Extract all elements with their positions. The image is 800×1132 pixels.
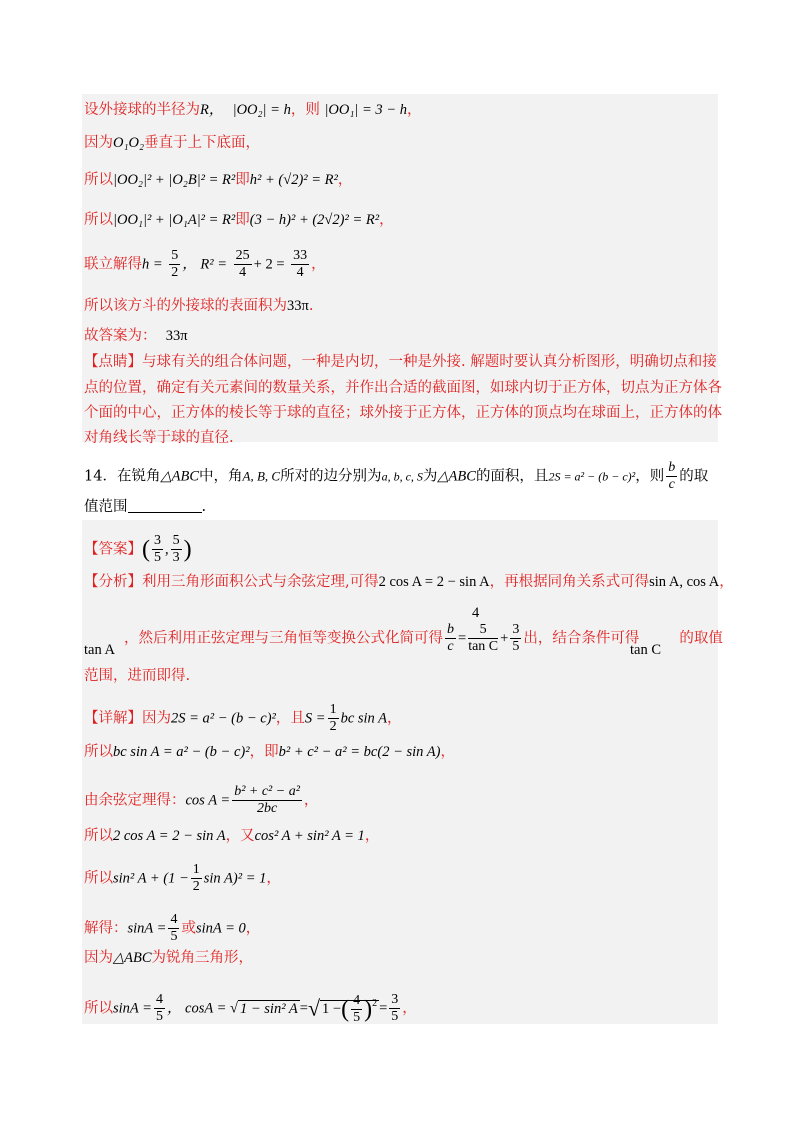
line-equation-2: 所以|OO₁|² + |O₁A|² = R²即(3 − h)² + (2√2)² = R²， — [84, 212, 394, 228]
line-perpendicular: 因为O₁O₂垂直于上下底面， — [84, 135, 261, 151]
detail-line-8: 所以sinA = $\frac{4}{5}$ ， cosA = √ 1 − sin² A =√ 1 −( $\frac{4}{5}$ )$^2$ = $\frac{3}{5}$ ， — [84, 992, 417, 1025]
fraction: $\frac{4}{5}$ — [155, 992, 163, 1024]
fraction: $\frac{5}{2}$ — [171, 248, 179, 280]
fraction: $\frac{b}{c}$ — [447, 622, 454, 654]
analysis-top-4: 4 — [472, 605, 480, 621]
fraction: $\frac{1}{2}$ — [329, 702, 337, 734]
analysis-line-3: 范围，进而即得. — [84, 668, 191, 684]
fraction: $\frac{\text{b² + c² − a²}}{2bc}$ — [234, 784, 300, 816]
line-final-answer: 故答案为： 33π — [84, 328, 188, 344]
fraction: $\frac{25}{4}$ — [235, 248, 250, 280]
fraction: $\frac{3}{5}$ — [512, 622, 520, 654]
detail-line-6: 解得：sinA = $\frac{4}{5}$ 或sinA = 0， — [84, 912, 261, 944]
answer-blank — [128, 498, 202, 513]
line-solve: 联立解得h = $\frac{5}{2}$ ， R² = $\frac{25}{4}$ + 2 = $\frac{33}{4}$ ， — [84, 248, 326, 280]
fraction: $\frac{4}{5}$ — [353, 992, 361, 1025]
detail-line-1: 【详解】因为2S = a² − (b − c)²，且S = $\frac{1}{2}$ bc sin A， — [84, 702, 402, 734]
answer-line: 【答案】( $\frac{3}{5}$ , $\frac{5}{3}$ ) — [84, 533, 192, 565]
line-radius: 设外接球的半径为R， |OO₂| = h，则 |OO₁| = 3 − h， — [84, 102, 422, 118]
detail-line-4: 所以2 cos A = 2 − sin A，又cos² A + sin² A = 1， — [84, 828, 380, 844]
fraction: $\frac{5}{3}$ — [172, 533, 180, 565]
analysis-line-2: ，然后利用正弦定理与三角恒等变换公式化简可得 $\frac{b}{c}$ = $\frac{5}{\text{tan C}}$ + $\frac{3}{5}$ 出，结合条件可得 的取值 — [124, 622, 723, 654]
analysis-tanA: tan A — [84, 642, 116, 658]
detail-line-7: 因为△ABC为锐角三角形， — [84, 950, 254, 966]
fraction: $\frac{33}{4}$ — [293, 248, 308, 280]
note-line-4: 对角线长等于球的直径. — [84, 430, 234, 446]
fraction: $\frac{4}{5}$ — [170, 912, 178, 944]
fraction: $\frac{3}{5}$ — [154, 533, 161, 565]
detail-line-3: 由余弦定理得：cos A = $\frac{\text{b² + c² − a²}}{2bc}$ ， — [84, 784, 319, 816]
question-14: 14．在锐角△ABC中，角A, B, C所对的边分别为a, b, c, S为△ABC的面积，且2S = a² − (b − c)²，则 $\frac{b}{c}$ 的取 — [84, 460, 709, 492]
detail-line-2: 所以bc sin A = a² − (b − c)²，即b² + c² − a² = bc(2 − sin A)， — [84, 744, 455, 760]
analysis-tanC: tan C — [630, 642, 662, 658]
analysis-line-1: 【分析】利用三角形面积公式与余弦定理,可得2 cos A = 2 − sin A，再根据同角关系式可得sin A, cos A， — [84, 574, 734, 590]
line-surface-area: 所以该方斗的外接球的表面积为33π. — [84, 298, 314, 314]
fraction-b-over-c: $\frac{b}{c}$ — [668, 460, 676, 492]
line-equation-1: 所以|OO₂|² + |O₂B|² = R²即h² + (√2)² = R²， — [84, 172, 353, 188]
note-line-1: 【点睛】与球有关的组合体问题，一种是内切，一种是外接. 解题时要认真分析图形，明确切点和接 — [84, 354, 717, 370]
question-14-line-2: 值范围 . — [84, 499, 207, 515]
note-line-3: 个面的中心，正方体的棱长等于球的直径；球外接于正方体，正方体的顶点均在球面上，正方体的体 — [84, 405, 722, 421]
note-line-2: 点的位置，确定有关元素间的数量关系，并作出合适的截面图，如球内切于正方体，切点为正方体各 — [84, 380, 722, 396]
fraction: $\frac{5}{\text{tan C}}$ — [468, 622, 499, 654]
fraction: $\frac{3}{5}$ — [391, 992, 399, 1024]
fraction: $\frac{1}{2}$ — [192, 862, 200, 894]
detail-line-5: 所以sin² A + (1 − $\frac{1}{2}$ sin A)² = 1， — [84, 862, 281, 894]
